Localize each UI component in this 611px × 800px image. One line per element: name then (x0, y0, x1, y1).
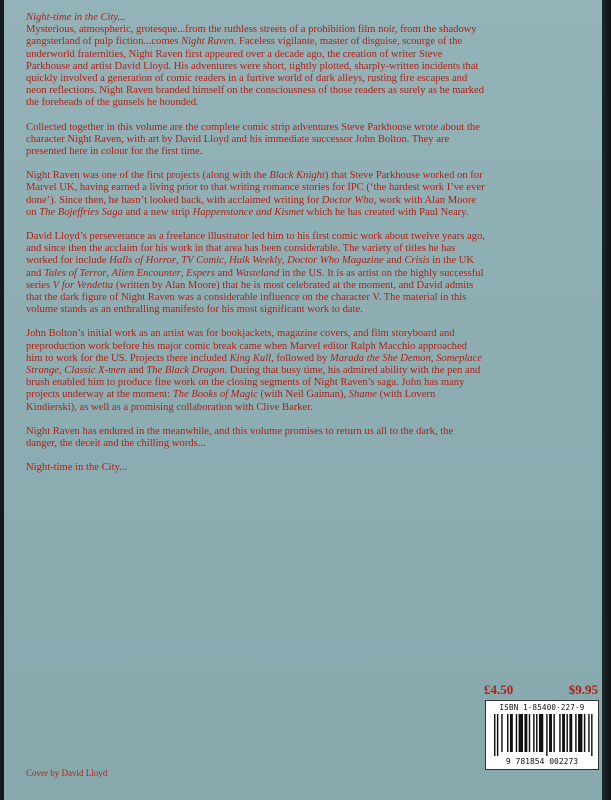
barcode-bar (584, 714, 585, 752)
blurb-paragraph-5: John Bolton’s initial work as an artist was for bookjackets, magazine covers, and film storyboard and preproduction work before his major comic break came when Marvel editor Ralph Macchio approached him to work for the US. Projects there included King Kull, followed by Marada the She Demon, Someplace Strange, Classic X-men and The Black Dragon. During that busy time, his admired ability with the pen and brush enabled him to produce fine work on the closing segments of Night Raven’s saga. John has many projects underway at the moment: The Books of Magic (with Neil Gaiman), Shame (with Lovern Kindierski), as well as a promising collaboration with Clive Barker. (26, 328, 483, 413)
barcode-bar (588, 714, 589, 752)
barcode-bar (549, 714, 552, 752)
barcode-bar (559, 714, 560, 752)
barcode-bar (524, 714, 527, 752)
blurb-paragraph-7: Night-time in the City... (26, 462, 128, 474)
blurb-paragraph-3: Night Raven was one of the first projects (along with the Black Knight) that Steve Parkhouse worked on for Marvel UK, having earned a living prior to that writing romance stories for IPC (‘the hardest work I’ve ever done’). Since then, he hasn’t looked back, with acclaimed writing for Doctor Who, work with Alan Moore on The Bojeffries Saga and a new strip Happenstance and Kismet which he has created with Paul Neary. (26, 170, 485, 218)
cover-credit: Cover by David Lloyd (26, 768, 108, 778)
barcode-bar (575, 714, 576, 752)
barcode-bar (501, 714, 502, 752)
barcode-bar (529, 714, 530, 752)
barcode-bar (578, 714, 582, 752)
barcode-bar (569, 714, 572, 752)
barcode-bar (497, 714, 498, 756)
left-edge (0, 0, 4, 800)
barcode-icon (494, 714, 594, 756)
barcode-bar (494, 714, 495, 756)
barcode-box (485, 700, 599, 770)
price-usd: $9.95 (568, 682, 598, 697)
barcode-bar (562, 714, 565, 752)
ean-number: 9 781854 002273 (505, 757, 579, 766)
blurb-paragraph-2: Collected together in this volume are the complete comic strip adventures Steve Parkhouse wrote about the character Night Raven, with art by David Lloyd and his immediate successor John Bolton. They are presented here in colour for the first time. (26, 121, 480, 158)
barcode-bar (519, 714, 523, 752)
barcode-bar (510, 714, 513, 752)
isbn-label: ISBN 1-85400-227-9 (499, 703, 585, 712)
barcode-bar (507, 714, 508, 752)
price-gbp: £4.50 (484, 682, 514, 697)
barcode-bar (516, 714, 517, 752)
blurb-text (26, 12, 486, 475)
barcode-bar (533, 714, 534, 752)
blurb-paragraph-1: Night-time in the City... Mysterious, atmospheric, grotesque...from the ruthless streets of a prohibition film noir, from the shadowy gangsterland of pulp fiction...comes Night Raven. Faceless vigilante, master of disguise, scourge of the underworld fraternities, Night Raven first appeared over a decade ago, the creation of writer Steve Parkhouse and artist David Lloyd. His adventures were short, tightly plotted, sharply-written incidents that quickly involved a generation of comic readers in a furtive world of dark alleys, rusting fire escapes and neon reflections. Night Raven branded himself on the consciousness of those readers as surely as he marked the foreheads of the gunsels he hounded. (26, 12, 485, 109)
barcode-bar (546, 714, 547, 756)
barcode-bar (536, 714, 537, 752)
barcode-bar (553, 714, 554, 752)
blurb-paragraph-6: Night Raven has endured in the meanwhile, and this volume promises to return us all to the dark, the danger, the deceit and the chilling words... (26, 425, 454, 450)
barcode-bar (591, 714, 592, 756)
barcode-bar (566, 714, 567, 752)
right-edge (602, 0, 611, 800)
prices (484, 682, 598, 696)
blurb-paragraph-4: David Lloyd’s perseverance as a freelance illustrator led him to his first comic work about twelve years ago, and since then the acclaim for his work in that area has been considerable. The variety of titles he has worked for include Halls of Horror, TV Comic, Hulk Weekly, Doctor Who Magazine and Crisis in the UK and Tales of Terror, Alien Encounter, Espers and Wasteland in the US. It is as artist on the highly successful series V for Vendetta (written by Alan Moore) that he is most celebrated at the moment, and David admits that the dark figure of Night Raven was a considerable influence on the character V. The material in this volume stands as an enthralling manifesto for his most significant work to date. (26, 231, 485, 316)
barcode-bar (539, 714, 543, 752)
